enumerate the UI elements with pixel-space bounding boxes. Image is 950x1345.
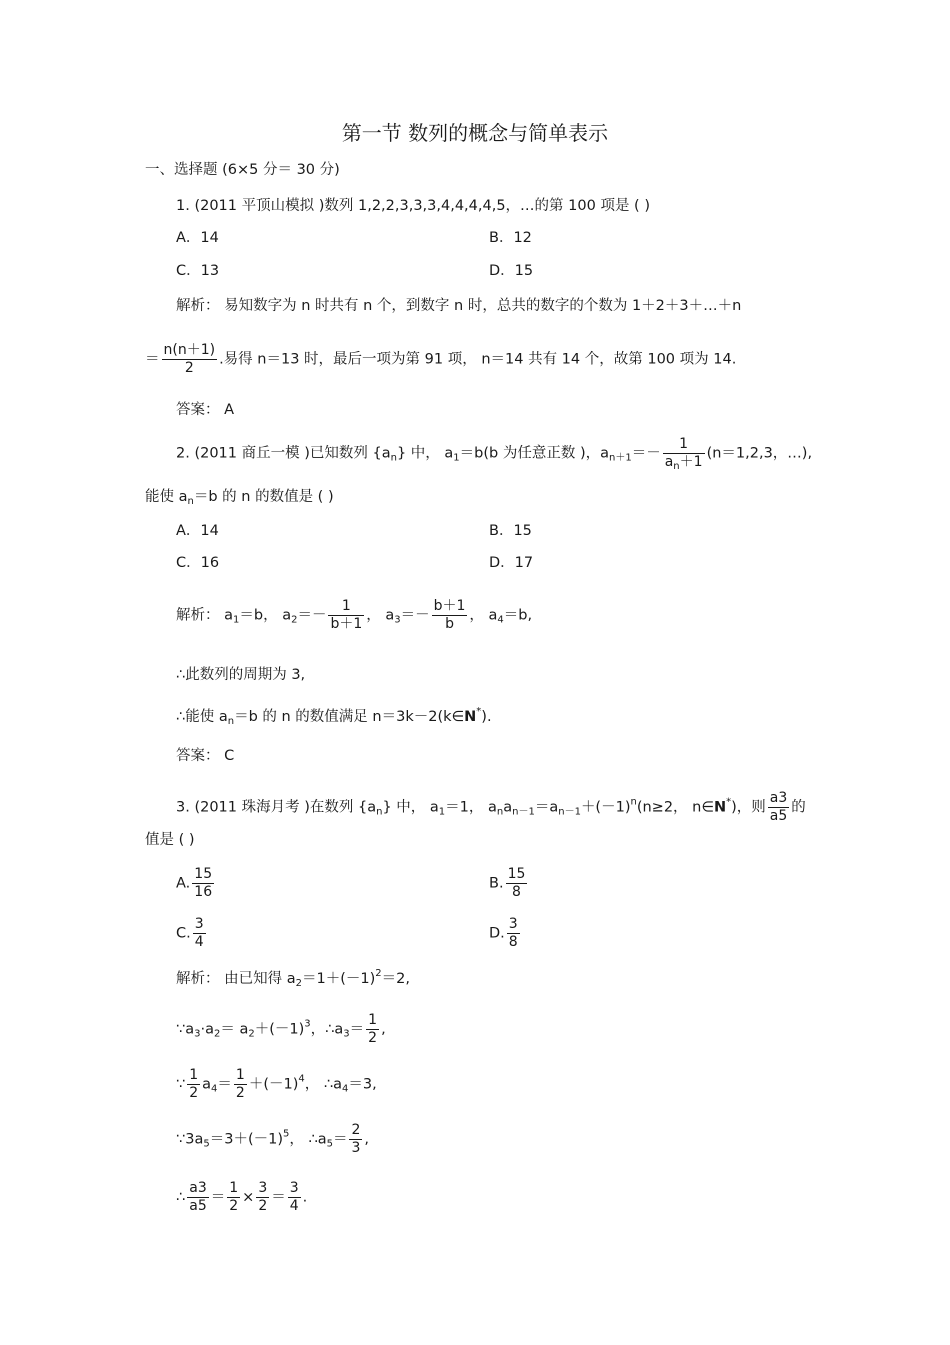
q3-option-d — [489, 916, 522, 951]
q3-stem-text: 的 — [791, 799, 806, 816]
q2-frac1-den: b＋1 — [330, 616, 363, 632]
q3-stem-text: )，则 — [731, 799, 766, 816]
q3-option-c-label: C. — [176, 925, 191, 942]
q3-l2-text: ＝ — [349, 1021, 365, 1038]
q3-l3-num: 1 — [189, 1067, 199, 1083]
q3-stem-frac-den: a5 — [769, 808, 788, 824]
q2-cond-N: N — [464, 709, 477, 725]
q3-l2-text: , — [381, 1021, 386, 1038]
q2-analysis-text: ， a — [366, 607, 395, 624]
q1-answer: 答案： A — [176, 402, 235, 418]
q2-analysis-text: 解析： a — [176, 607, 233, 624]
q3-l5-frac3 — [288, 1180, 301, 1215]
q3-l3-text: ＝ — [217, 1076, 232, 1093]
q3-l2-text: ＋(－1) — [254, 1021, 305, 1038]
q3-analysis-line4: $\because 3a_5=3+(-1)^5$， $\therefore a_5=$ $\frac{2}{3}$ , — [176, 1122, 369, 1156]
q1-analysis-rest: .易得 n＝13 时，最后一项为第 91 项， n＝14 共有 14 个，故第 100 项为 14. — [219, 351, 737, 368]
q3-l4-text: ＝3＋(－1) — [209, 1131, 283, 1148]
q3-l5-den: a5 — [189, 1198, 207, 1214]
q3-l3-frac1 — [187, 1067, 200, 1102]
q2-analysis: 解析： $a_1=b$， $a_2=-$ $\frac{1}{b+1}$ ， $a_3=-$ $\frac{b+1}{b}$ ， $a_4=b$, — [176, 598, 533, 632]
q3-analysis-line3: ∵ $\frac{1}{2}$ $a_4=$ $\frac{1}{2}$ $+(-1)^4$， $\therefore a_4=3$, — [176, 1067, 377, 1101]
q3-l2-text: ，∴a — [310, 1021, 344, 1038]
q3-l5-frac1 — [227, 1180, 240, 1215]
q2-frac-num: 1 — [679, 436, 689, 452]
q3-l2-num: 1 — [368, 1012, 378, 1028]
q1-fraction — [162, 342, 218, 377]
q3-option-a-label: A. — [176, 875, 191, 892]
q3-option-b-label: B. — [489, 875, 504, 892]
q3-l5-text: ＝ — [271, 1189, 286, 1206]
q3-l5-frac0 — [187, 1180, 209, 1215]
q3-l3-text: ∵ — [176, 1076, 186, 1093]
q3-l5-frac2 — [256, 1180, 269, 1215]
q3-option-c-frac — [193, 916, 206, 951]
q3-l5-text: ∴ — [176, 1189, 186, 1206]
q2-cond-text: ∴能使 a — [176, 709, 228, 725]
q3-option-b-den: 8 — [506, 883, 528, 901]
q3-option-c-num: 3 — [194, 916, 204, 932]
q1-stem: 1. (2011 平顶山模拟 )数列 1,2,2,3,3,3,4,4,4,4,5，…的第 100 项是 ( ) — [176, 198, 650, 214]
q3-l4-text: , — [364, 1131, 369, 1148]
q3-analysis-line1: 解析： 由已知得 $a_2=1+(-1)^2=2$, — [176, 968, 410, 989]
q3-l2-den: 2 — [368, 1030, 378, 1046]
q3-l2-text: ∵a — [176, 1021, 195, 1038]
q3-stem-N: N — [713, 799, 727, 816]
q3-option-c-den: 4 — [194, 934, 204, 950]
q2-stem-text: 2. (2011 商丘一模 )已知数列 {a — [176, 445, 391, 462]
q3-option-a-num: 15 — [194, 866, 213, 882]
q3-analysis-line5 — [176, 1180, 307, 1215]
q2-frac-den-tail: ＋1 — [679, 454, 703, 470]
q2-analysis-text: ＝b， a — [239, 607, 292, 624]
q2-frac2-num: b＋1 — [433, 598, 466, 614]
q2-cond-text: ＝b 的 n 的数值满足 n＝3k－2(k∈ — [234, 709, 465, 725]
q2-stem-line2: 能使 $a_n=b$ 的 n 的数值是 ( ) — [145, 489, 334, 507]
q3-l2-text: ·a — [200, 1021, 214, 1038]
q1-frac-num: n(n＋1) — [163, 342, 216, 358]
q3-option-d-den: 8 — [508, 934, 518, 950]
q2-period-line: ∴此数列的周期为 3, — [176, 667, 306, 683]
q2-analysis-text: ＝b, — [503, 607, 533, 624]
q3-stem-line1: 3. (2011 珠海月考 )在数列 $\{a_n\}$ 中， $a_1=1$， $a_na_{n-1}=a_{n-1}+(-1)^n(n\ge 2$， n∈N*)，则 $\frac{a3}{a5}$ 的 — [176, 790, 806, 824]
q3-option-a-den: 16 — [194, 884, 213, 900]
q3-l5-d1: 2 — [229, 1198, 239, 1214]
q2-frac1-num: 1 — [341, 598, 351, 614]
q2-stem-text: 能使 a — [145, 489, 188, 505]
q1-option-c: C．13 — [176, 263, 220, 279]
q2-option-a: A．14 — [176, 523, 219, 539]
q2-stem-text: ＝b(b 为任意正数 )，a — [459, 445, 609, 462]
q3-option-c — [176, 916, 208, 951]
q3-stem-text: ＝a — [534, 799, 559, 816]
q3-stem-line2: 值是 ( ) — [145, 832, 195, 848]
q2-frac2 — [432, 598, 468, 633]
q3-l3-den2: 2 — [235, 1085, 245, 1101]
q3-option-d-num: 3 — [508, 916, 518, 932]
q2-stem-text: (n＝1,2,3，…), — [706, 445, 813, 462]
q3-l4-text: ∵3a — [176, 1131, 204, 1148]
q2-option-d: D．17 — [489, 555, 534, 571]
q1-eq: ＝ — [145, 351, 160, 368]
q3-analysis-line2: $\because a_3\cdot a_2= a_2+(-1)^3$，$\therefore a_3=$ $\frac{1}{2}$ , — [176, 1012, 386, 1046]
q2-analysis-text: ， a — [469, 607, 498, 624]
q1-analysis-line2 — [145, 342, 736, 377]
q3-option-a — [176, 866, 216, 901]
q3-l3-text: ＋(－1) — [248, 1076, 299, 1093]
q3-option-a-frac — [192, 866, 214, 901]
q3-l5-n2: 3 — [258, 1180, 268, 1196]
q1-option-b: B．12 — [489, 230, 532, 246]
q2-frac-den: $a_n+1$ — [664, 454, 703, 472]
q3-l3-text: a — [202, 1076, 212, 1093]
q3-option-b — [489, 866, 529, 901]
q3-l4-frac — [349, 1122, 362, 1157]
q1-frac-den: 2 — [162, 359, 218, 377]
q3-l3-text: ， ∴a — [304, 1076, 342, 1093]
q1-option-d: D．15 — [489, 263, 534, 279]
q3-l5-n1: 1 — [229, 1180, 239, 1196]
q2-cond-text: ). — [481, 709, 492, 725]
q3-l3-den: 2 — [189, 1085, 199, 1101]
q2-analysis-text: ＝－ — [297, 607, 327, 624]
q3-l5-d3: 4 — [289, 1198, 299, 1214]
q3-analysis-text: ＝1＋(－1) — [301, 971, 376, 987]
q2-frac-den-a: a — [664, 454, 674, 470]
q3-l3-num2: 1 — [235, 1067, 245, 1083]
q3-option-d-frac — [507, 916, 520, 951]
q3-analysis-text: 解析： 由已知得 a — [176, 971, 296, 987]
q2-condition-line: ∴能使 $a_n=b$ 的 n 的数值满足 n＝3k－2(k∈N*). — [176, 706, 492, 727]
q3-option-b-frac — [506, 866, 528, 901]
q2-stem-fraction — [663, 436, 705, 471]
q3-l4-text: ＝ — [332, 1131, 348, 1148]
q3-option-b-num: 15 — [507, 866, 526, 882]
q3-l5-text: . — [302, 1189, 308, 1206]
q3-option-d-label: D. — [489, 925, 505, 942]
q2-stem-text: ＝－ — [631, 445, 661, 462]
q3-l4-den: 3 — [351, 1140, 361, 1156]
q3-stem-text: (n≥2， n∈ — [636, 799, 714, 816]
q3-analysis-text: ＝2, — [381, 971, 410, 987]
q3-stem-text: a — [503, 799, 513, 816]
q3-stem-fraction — [768, 790, 790, 825]
q3-stem-text: } 中， a — [382, 799, 439, 816]
q3-stem-text: ＝1， a — [445, 799, 497, 816]
q3-stem-text: ＋(－1) — [580, 799, 631, 816]
page-title: 第一节 数列的概念与简单表示 — [341, 121, 609, 145]
q3-l4-text: ， ∴a — [289, 1131, 327, 1148]
q3-l5-num: a3 — [189, 1180, 207, 1196]
q3-l5-d2: 2 — [258, 1198, 268, 1214]
q1-option-a: A．14 — [176, 230, 219, 246]
q2-stem-text: ＝b 的 n 的数值是 ( ) — [193, 489, 334, 505]
q2-option-c: C．16 — [176, 555, 220, 571]
section-heading: 一、选择题 (6×5 分＝ 30 分) — [145, 162, 340, 178]
q2-frac1 — [328, 598, 364, 633]
q3-l5-text: × — [242, 1189, 255, 1206]
q2-stem-text: } 中， a — [396, 445, 454, 462]
q3-l2-frac — [366, 1012, 379, 1047]
q3-l3-frac2 — [234, 1067, 247, 1102]
q3-stem-text: 3. (2011 珠海月考 )在数列 {a — [176, 799, 377, 816]
q2-option-b: B．15 — [489, 523, 532, 539]
q1-analysis-line1: 解析： 易知数字为 n 时共有 n 个，到数字 n 时，总共的数字的个数为 1＋2＋3＋…＋n — [176, 298, 742, 314]
q2-frac2-den: b — [432, 615, 468, 633]
q3-l3-text: ＝3, — [348, 1076, 377, 1093]
q2-answer: 答案： C — [176, 748, 235, 764]
q3-stem-frac-num: a3 — [769, 790, 788, 806]
q2-analysis-text: ＝－ — [400, 607, 430, 624]
q3-l4-num: 2 — [351, 1122, 361, 1138]
q3-l5-text: ＝ — [210, 1189, 226, 1206]
q3-l5-n3: 3 — [289, 1180, 299, 1196]
q2-stem-line1: 2. (2011 商丘一模 )已知数列 $\{a_n\}$ 中， $a_1=b(b$ 为任意正数 )，$a_{n+1}=-$ $\frac{1}{a_n+1}$ (n＝1,2,3，…), — [176, 436, 813, 472]
q3-l2-text: ＝ a — [220, 1021, 249, 1038]
